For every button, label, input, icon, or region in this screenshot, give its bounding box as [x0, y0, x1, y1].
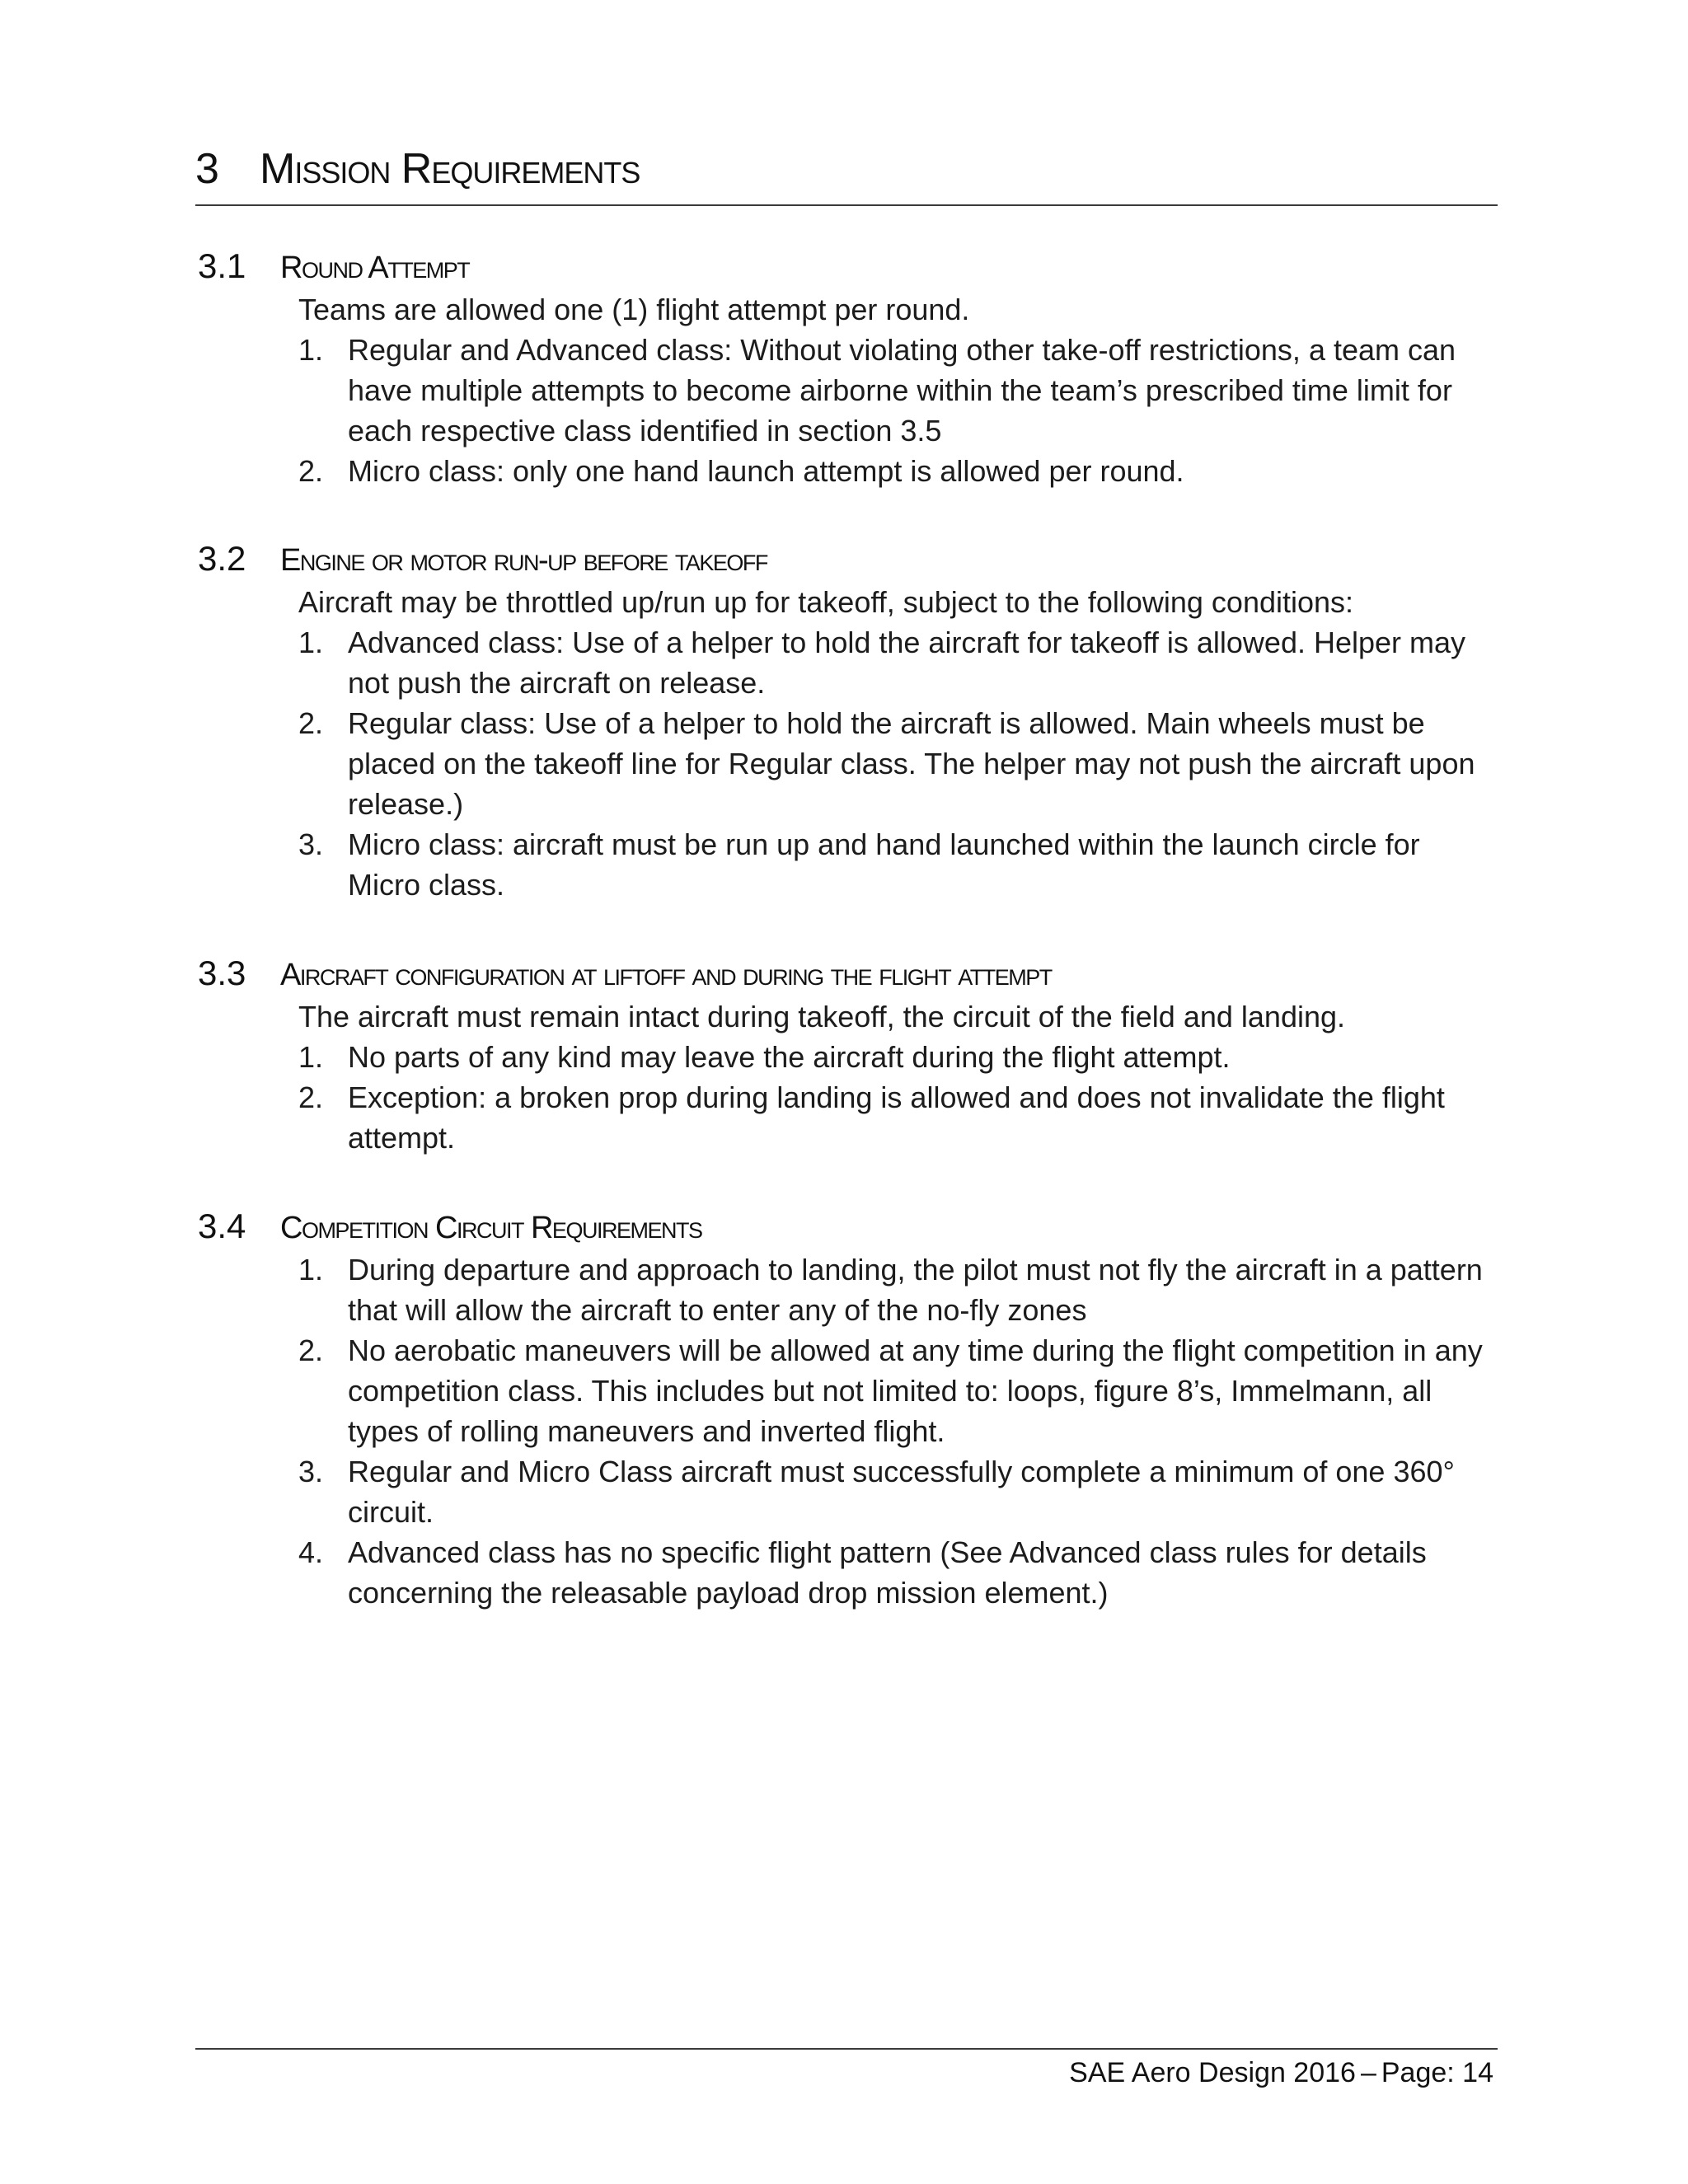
section-competition-circuit — [198, 1203, 1500, 1613]
list-item-number: 2. — [298, 1080, 324, 1114]
section-title: Engine or motor run-up before takeoff — [280, 543, 767, 578]
list-item-number: 2. — [298, 454, 324, 488]
section-title: Round Attempt — [280, 251, 470, 285]
section-heading — [198, 243, 1500, 289]
section-number: 3.1 — [198, 246, 246, 285]
chapter-title: Mission Requirements — [260, 145, 640, 193]
section-title: Aircraft configuration at liftoff and during the flight attempt — [280, 958, 1052, 992]
requirement-list — [198, 1037, 1500, 1158]
list-item — [198, 1532, 1500, 1613]
list-item-number: 1. — [298, 333, 324, 367]
section-round-attempt — [198, 243, 1500, 491]
list-item — [198, 824, 1500, 905]
list-item-text: Micro class: aircraft must be run up and hand launched within the launch circle for Micro class. — [348, 827, 1420, 902]
section-aircraft-configuration — [198, 950, 1500, 1158]
list-item-number: 3. — [298, 827, 324, 861]
list-item-text: Regular class: Use of a helper to hold the aircraft is allowed. Main wheels must be placed on the takeoff line for Regular class. The helper may not push the aircraft upon release.) — [348, 706, 1475, 821]
list-item-number: 1. — [298, 626, 324, 659]
list-item — [198, 1037, 1500, 1077]
list-item — [198, 1249, 1500, 1330]
section-intro: The aircraft must remain intact during takeoff, the circuit of the field and landing. — [298, 1000, 1346, 1033]
section-number: 3.2 — [198, 539, 246, 578]
section-intro: Teams are allowed one (1) flight attempt per round. — [298, 293, 970, 326]
section-heading — [198, 950, 1500, 996]
list-item-number: 2. — [298, 1333, 324, 1367]
list-item-number: 3. — [298, 1455, 324, 1488]
section-heading — [198, 1203, 1500, 1249]
list-item-number: 1. — [298, 1253, 324, 1286]
list-item-number: 1. — [298, 1040, 324, 1074]
list-item-text: Micro class: only one hand launch attempt is allowed per round. — [348, 454, 1184, 488]
list-item-number: 2. — [298, 706, 324, 740]
list-item — [198, 1451, 1500, 1532]
list-item-number: 4. — [298, 1535, 324, 1569]
list-item-text: Advanced class: Use of a helper to hold the aircraft for takeoff is allowed. Helper may not push the aircraft on release. — [348, 626, 1466, 700]
chapter-number: 3 — [195, 145, 219, 193]
list-item-text: No aerobatic maneuvers will be allowed at any time during the flight competition in any competition class. This includes but not limited to: loops, figure 8’s, Immelmann, all types of rolling maneuvers and inverted flight. — [348, 1333, 1483, 1448]
list-item-text: Regular and Advanced class: Without violating other take-off restrictions, a team can have multiple attempts to become airborne within the team’s prescribed time limit for each respective class identified in section 3.5 — [348, 333, 1456, 448]
list-item — [198, 703, 1500, 824]
list-item — [198, 1077, 1500, 1158]
section-intro: Aircraft may be throttled up/run up for takeoff, subject to the following conditions: — [298, 585, 1354, 619]
section-heading — [198, 536, 1500, 582]
requirement-list — [198, 622, 1500, 905]
list-item-text: During departure and approach to landing, the pilot must not fly the aircraft in a pattern that will allow the aircraft to enter any of the no-fly zones — [348, 1253, 1483, 1327]
chapter-heading — [195, 140, 1498, 206]
list-item-text: Exception: a broken prop during landing is allowed and does not invalidate the flight attempt. — [348, 1080, 1445, 1155]
list-item — [198, 451, 1500, 491]
list-item-text: No parts of any kind may leave the aircraft during the flight attempt. — [348, 1040, 1231, 1074]
list-item-text: Regular and Micro Class aircraft must successfully complete a minimum of one 360° circuit. — [348, 1455, 1455, 1529]
footer-doc-title: SAE Aero Design 2016 — [1069, 2057, 1356, 2088]
section-number: 3.4 — [198, 1207, 246, 1245]
footer-page-number: Page: 14 — [1381, 2057, 1493, 2088]
requirement-list — [198, 1249, 1500, 1613]
footer-divider — [195, 2048, 1498, 2050]
page-footer — [1069, 2052, 1493, 2093]
list-item — [198, 1330, 1500, 1451]
footer-separator: – — [1360, 2057, 1376, 2088]
section-engine-run-up — [198, 536, 1500, 905]
section-number: 3.3 — [198, 954, 246, 992]
section-title: Competition Circuit Requirements — [280, 1211, 702, 1245]
list-item-text: Advanced class has no specific flight pattern (See Advanced class rules for details concerning the releasable payload drop mission element.) — [348, 1535, 1427, 1610]
requirement-list — [198, 330, 1500, 491]
list-item — [198, 330, 1500, 451]
list-item — [198, 622, 1500, 703]
